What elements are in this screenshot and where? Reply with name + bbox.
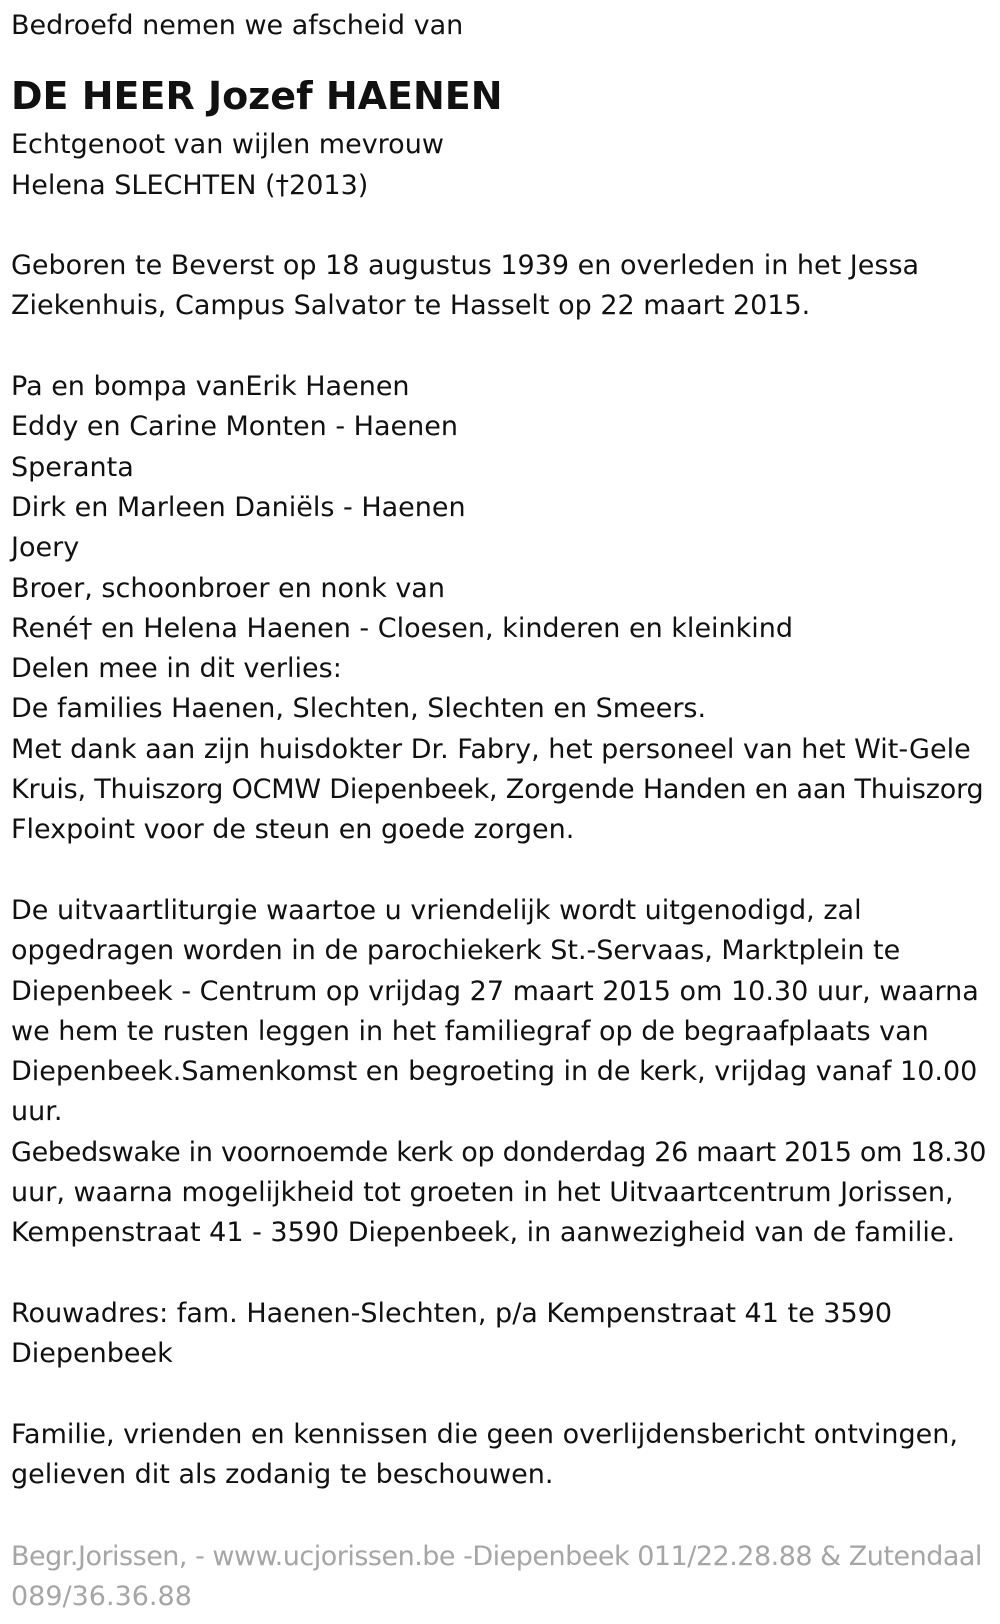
funeral-line: uur, waarna mogelijkheid tot groeten in het Uitvaartcentrum Jorissen, — [11, 1177, 954, 1209]
spouse-line: Echtgenoot van wijlen mevrouw — [11, 129, 444, 161]
birth-death-section — [11, 246, 986, 327]
address-line: Diepenbeek — [11, 1338, 173, 1370]
family-line: René† en Helena Haenen - Cloesen, kinderen en kleinkind — [11, 612, 794, 644]
funeral-line: Diepenbeek - Centrum op vrijdag 27 maart 2015 om 10.30 uur, waarna — [11, 975, 979, 1007]
family-line: Joery — [11, 532, 80, 564]
birth-death-line: Geboren te Beverst op 18 augustus 1939 en overleden in het Jessa — [11, 250, 920, 282]
family-line: Eddy en Carine Monten - Haenen — [11, 411, 458, 443]
deceased-name: DE HEER Jozef HAENEN — [11, 74, 503, 119]
funeral-line: we hem te rusten leggen in het familiegraf op de begraafplaats van — [11, 1015, 929, 1047]
funeral-line: opgedragen worden in de parochiekerk St.-Servaas, Marktplein te — [11, 935, 901, 967]
family-line: Met dank aan zijn huisdokter Dr. Fabry, het personeel van het Wit-Gele — [11, 733, 971, 765]
spacer — [11, 851, 986, 891]
footer-line: 089/36.36.88 — [11, 1580, 192, 1612]
spouse-line: Helena SLECHTEN (†2013) — [11, 169, 369, 201]
intro-text: Bedroefd nemen we afscheid van — [11, 10, 464, 41]
notice-section — [11, 1415, 986, 1496]
undertaker-footer — [11, 1537, 986, 1618]
family-line: Broer, schoonbroer en nonk van — [11, 572, 445, 604]
family-line: Kruis, Thuiszorg OCMW Diepenbeek, Zorgende Handen en aan Thuiszorg — [11, 774, 984, 806]
address-section — [11, 1294, 986, 1375]
family-line: Dirk en Marleen Daniëls - Haenen — [11, 491, 466, 523]
spacer — [11, 1495, 986, 1535]
spacer — [11, 1375, 986, 1415]
family-line: Speranta — [11, 451, 134, 483]
birth-death-line: Ziekenhuis, Campus Salvator te Hasselt op 22 maart 2015. — [11, 290, 811, 322]
notice-line: Familie, vrienden en kennissen die geen overlijdensbericht ontvingen, — [11, 1418, 958, 1450]
spacer — [11, 327, 986, 367]
funeral-line: uur. — [11, 1096, 63, 1128]
funeral-section — [11, 891, 986, 1254]
spacer — [11, 1254, 986, 1294]
notice-line: gelieven dit als zodanig te beschouwen. — [11, 1459, 554, 1491]
family-line: De families Haenen, Slechten, Slechten en Smeers. — [11, 693, 707, 725]
family-section — [11, 367, 986, 851]
funeral-line: Kempenstraat 41 - 3590 Diepenbeek, in aanwezigheid van de familie. — [11, 1217, 956, 1249]
funeral-line: Diepenbeek.Samenkomst en begroeting in de kerk, vrijdag vanaf 10.00 — [11, 1056, 978, 1088]
family-line: Delen mee in dit verlies: — [11, 653, 342, 685]
funeral-line: De uitvaartliturgie waartoe u vriendelijk wordt uitgenodigd, zal — [11, 894, 862, 926]
funeral-line: Gebedswake in voornoemde kerk op donderdag 26 maart 2015 om 18.30 — [11, 1136, 987, 1168]
family-line: Pa en bompa vanErik Haenen — [11, 371, 410, 403]
footer-line: Begr.Jorissen, - www.ucjorissen.be -Diepenbeek 011/22.28.88 & Zutendaal — [11, 1540, 982, 1572]
spouse-section — [11, 125, 986, 206]
family-line: Flexpoint voor de steun en goede zorgen. — [11, 814, 575, 846]
spacer — [11, 206, 986, 246]
obituary-notice — [11, 6, 986, 1617]
address-line: Rouwadres: fam. Haenen-Slechten, p/a Kempenstraat 41 te 3590 — [11, 1297, 892, 1329]
